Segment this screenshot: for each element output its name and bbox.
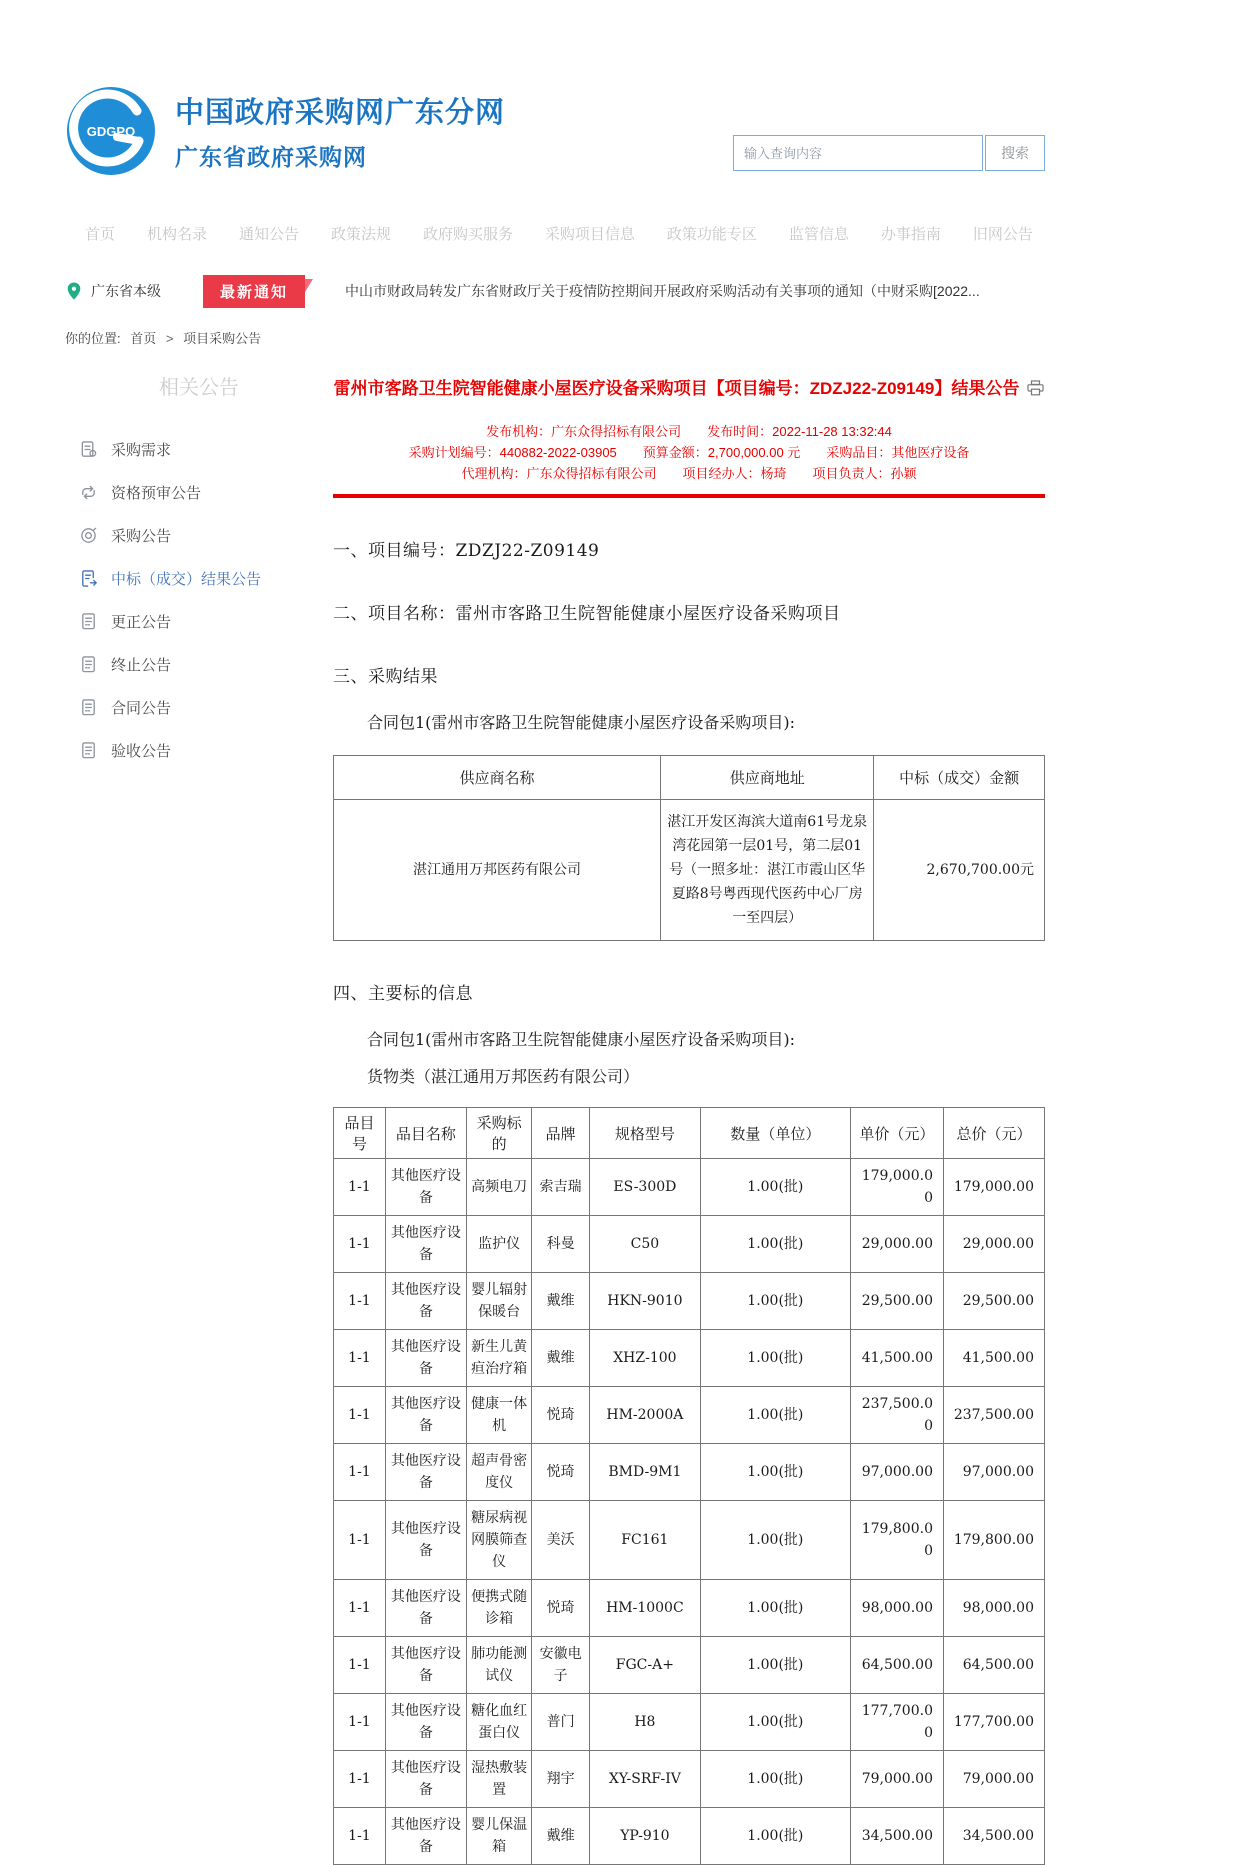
table-cell: 179,800.00: [943, 1501, 1044, 1580]
table-header-row: [334, 756, 1045, 800]
column-header: 品目号: [334, 1108, 386, 1159]
nav-item-9[interactable]: 办事指南: [880, 226, 941, 243]
site-header: [65, 85, 1045, 177]
table-cell: 肺功能测试仪: [466, 1637, 531, 1694]
nav-item-4[interactable]: 政策法规: [330, 226, 391, 243]
search-area: [733, 135, 1045, 171]
table-row: [334, 1273, 1045, 1330]
notice-link[interactable]: 中山市财政局转发广东省财政厅关于疫情防控期间开展政府采购活动有关事项的通知（中财采购[2022...: [345, 283, 980, 299]
table-cell: 高频电刀: [466, 1159, 531, 1216]
table-cell: 179,000.00: [850, 1159, 943, 1216]
table-cell: 其他医疗设备: [385, 1694, 466, 1751]
section-project-no: 一、项目编号：ZDZJ22-Z09149: [333, 541, 600, 561]
table-cell: 1.00(批): [700, 1387, 850, 1444]
table-cell: 64,500.00: [850, 1637, 943, 1694]
loop-arrows-icon: [79, 483, 98, 502]
table-cell: 41,500.00: [850, 1330, 943, 1387]
table-cell: 1-1: [334, 1159, 386, 1216]
supplier-table: [333, 755, 1045, 941]
table-cell: 1.00(批): [700, 1580, 850, 1637]
nav-item-10[interactable]: 旧网公告: [972, 226, 1033, 243]
table-cell: 1.00(批): [700, 1216, 850, 1273]
table-cell: 糖化血红蛋白仪: [466, 1694, 531, 1751]
table-cell: 安徽电子: [532, 1637, 590, 1694]
article-title: [333, 377, 1045, 403]
meta-line-3: [333, 463, 1045, 484]
table-cell: 健康一体机: [466, 1387, 531, 1444]
table-cell: 29,000.00: [850, 1216, 943, 1273]
meta-pair: 采购计划编号：440882-2022-03905: [408, 445, 617, 460]
table-row: [334, 1216, 1045, 1273]
table-cell: 34,500.00: [850, 1808, 943, 1865]
table-cell: FC161: [589, 1501, 700, 1580]
content: [65, 361, 1045, 1865]
breadcrumb-separator: >: [165, 331, 174, 346]
table-cell: 34,500.00: [943, 1808, 1044, 1865]
table-cell: 179,800.00: [850, 1501, 943, 1580]
table-cell: ES-300D: [589, 1159, 700, 1216]
region-label: 广东省本级: [91, 283, 161, 299]
table-row: [334, 1694, 1045, 1751]
table-cell: 其他医疗设备: [385, 1637, 466, 1694]
table-cell: 便携式随诊箱: [466, 1580, 531, 1637]
breadcrumb: [65, 328, 1045, 347]
column-header: 品目名称: [385, 1108, 466, 1159]
table-cell: 1.00(批): [700, 1751, 850, 1808]
table-cell: 湛江通用万邦医药有限公司: [334, 800, 661, 941]
nav-item-2[interactable]: 机构名录: [146, 226, 207, 243]
breadcrumb-current[interactable]: 项目采购公告: [183, 331, 262, 346]
meta-line-1: [333, 421, 1045, 442]
nav-item-8[interactable]: 监管信息: [788, 226, 849, 243]
table-cell: 湿热敷装置: [466, 1751, 531, 1808]
sidebar-item-label: 采购公告: [111, 528, 172, 545]
sidebar-item-7[interactable]: [65, 686, 333, 729]
article-title-text: 雷州市客路卫生院智能健康小屋医疗设备采购项目【项目编号：ZDZJ22-Z09149】结果公告: [333, 379, 1020, 398]
sidebar-item-4[interactable]: [65, 557, 333, 600]
table-cell: 其他医疗设备: [385, 1330, 466, 1387]
table-cell: 79,000.00: [943, 1751, 1044, 1808]
table-cell: 1-1: [334, 1216, 386, 1273]
table-cell: XY-SRF-IV: [589, 1751, 700, 1808]
table-cell: 科曼: [532, 1216, 590, 1273]
notice-bar: [65, 274, 1045, 308]
column-header: 采购标的: [466, 1108, 531, 1159]
table-cell: 29,500.00: [850, 1273, 943, 1330]
table-cell: 1-1: [334, 1637, 386, 1694]
page: [65, 0, 1045, 1865]
svg-text:GDGPO: GDGPO: [86, 124, 136, 139]
doc-lines-icon: [79, 655, 98, 674]
table-cell: FGC-A+: [589, 1637, 700, 1694]
meta-pair: 预算金额：2,700,000.00 元: [642, 445, 801, 460]
doc-arrow-icon: [79, 569, 98, 588]
nav-item-5[interactable]: 政府购买服务: [422, 226, 513, 243]
nav-item-1[interactable]: 首页: [85, 226, 116, 243]
site-subtitle: 广东省政府采购网: [175, 144, 367, 170]
table-row: [334, 1637, 1045, 1694]
table-cell: 其他医疗设备: [385, 1808, 466, 1865]
table-cell: HM-1000C: [589, 1580, 700, 1637]
contract-pack-line-1: 合同包1(雷州市客路卫生院智能健康小屋医疗设备采购项目):: [367, 713, 796, 732]
sidebar-item-label: 终止公告: [111, 657, 172, 674]
sidebar-item-5[interactable]: [65, 600, 333, 643]
table-cell: 其他医疗设备: [385, 1501, 466, 1580]
table-cell: 2,670,700.00元: [874, 800, 1045, 941]
red-divider: [333, 494, 1045, 498]
contract-pack-line-2: 合同包1(雷州市客路卫生院智能健康小屋医疗设备采购项目):: [367, 1030, 796, 1049]
column-header: 供应商名称: [334, 756, 661, 800]
meta-pair: 发布机构：广东众得招标有限公司: [486, 424, 682, 439]
table-row: [334, 1387, 1045, 1444]
sidebar-list: [65, 428, 333, 772]
column-header: 品牌: [532, 1108, 590, 1159]
doc-lines-icon: [79, 612, 98, 631]
table-cell: 1.00(批): [700, 1637, 850, 1694]
table-cell: 其他医疗设备: [385, 1580, 466, 1637]
table-cell: 戴维: [532, 1808, 590, 1865]
table-cell: 1.00(批): [700, 1159, 850, 1216]
sidebar-item-label: 合同公告: [111, 700, 172, 717]
table-cell: 戴维: [532, 1273, 590, 1330]
table-cell: 悦琦: [532, 1444, 590, 1501]
table-row: [334, 1159, 1045, 1216]
sidebar-item-1[interactable]: [65, 428, 333, 471]
table-cell: 1-1: [334, 1501, 386, 1580]
table-cell: 1-1: [334, 1580, 386, 1637]
column-header: 单价（元）: [850, 1108, 943, 1159]
table-cell: 新生儿黄疸治疗箱: [466, 1330, 531, 1387]
table-cell: 237,500.00: [943, 1387, 1044, 1444]
sidebar-item-label: 更正公告: [111, 614, 172, 631]
section-target-heading: 四、主要标的信息: [333, 984, 473, 1004]
table-cell: 美沃: [532, 1501, 590, 1580]
goods-class-line: 货物类（湛江通用万邦医药有限公司）: [367, 1067, 640, 1086]
table-cell: 超声骨密度仪: [466, 1444, 531, 1501]
table-cell: 湛江开发区海滨大道南61号龙泉湾花园第一层01号，第二层01号（一照多址：湛江市霞山区华夏路8号粤西现代医药中心厂房一至四层）: [661, 800, 874, 941]
table-cell: 悦琦: [532, 1387, 590, 1444]
gdgpo-logo-icon: [65, 85, 157, 177]
table-cell: 翔宇: [532, 1751, 590, 1808]
table-cell: 索吉瑞: [532, 1159, 590, 1216]
table-cell: 29,000.00: [943, 1216, 1044, 1273]
nav-item-6[interactable]: 采购项目信息: [544, 226, 635, 243]
table-cell: 其他医疗设备: [385, 1216, 466, 1273]
table-cell: 177,700.00: [943, 1694, 1044, 1751]
table-cell: 1-1: [334, 1751, 386, 1808]
target-icon: [79, 526, 98, 545]
table-cell: 97,000.00: [850, 1444, 943, 1501]
table-cell: 1.00(批): [700, 1273, 850, 1330]
table-cell: 婴儿辐射保暖台: [466, 1273, 531, 1330]
table-cell: 其他医疗设备: [385, 1444, 466, 1501]
sidebar-item-8[interactable]: [65, 729, 333, 772]
sidebar-item-3[interactable]: [65, 514, 333, 557]
table-cell: 64,500.00: [943, 1637, 1044, 1694]
site-titles: [175, 90, 505, 172]
sidebar-item-2[interactable]: [65, 471, 333, 514]
section-result-heading: 三、采购结果: [333, 667, 438, 687]
location-pin-icon: [65, 281, 83, 301]
table-cell: 179,000.00: [943, 1159, 1044, 1216]
table-cell: 177,700.00: [850, 1694, 943, 1751]
table-cell: 1-1: [334, 1330, 386, 1387]
table-cell: 糖尿病视网膜筛查仪: [466, 1501, 531, 1580]
table-cell: C50: [589, 1216, 700, 1273]
table-cell: 其他医疗设备: [385, 1273, 466, 1330]
doc-badge-icon: [79, 440, 98, 459]
table-cell: H8: [589, 1694, 700, 1751]
table-cell: HKN-9010: [589, 1273, 700, 1330]
sidebar-title: 相关公告: [159, 377, 239, 399]
site-title: 中国政府采购网广东分网: [175, 97, 506, 129]
table-cell: 其他医疗设备: [385, 1751, 466, 1808]
table-cell: 237,500.00: [850, 1387, 943, 1444]
table-cell: 1.00(批): [700, 1694, 850, 1751]
nav-item-7[interactable]: 政策功能专区: [666, 226, 757, 243]
table-cell: 1-1: [334, 1387, 386, 1444]
main-article: [333, 361, 1045, 1865]
table-cell: 戴维: [532, 1330, 590, 1387]
sidebar-item-label: 采购需求: [111, 442, 172, 459]
table-cell: 41,500.00: [943, 1330, 1044, 1387]
table-cell: 1-1: [334, 1444, 386, 1501]
search-input[interactable]: [733, 135, 983, 171]
search-button[interactable]: 搜索: [985, 135, 1045, 171]
section-project-name: 二、项目名称：雷州市客路卫生院智能健康小屋医疗设备采购项目: [333, 604, 841, 624]
table-row: [334, 1501, 1045, 1580]
table-cell: 98,000.00: [850, 1580, 943, 1637]
breadcrumb-label: 你的位置:: [65, 331, 121, 346]
table-cell: 普门: [532, 1694, 590, 1751]
column-header: 总价（元）: [943, 1108, 1044, 1159]
table-cell: 29,500.00: [943, 1273, 1044, 1330]
table-cell: 97,000.00: [943, 1444, 1044, 1501]
print-icon[interactable]: [1027, 379, 1044, 403]
table-cell: 其他医疗设备: [385, 1159, 466, 1216]
table-cell: 1.00(批): [700, 1444, 850, 1501]
table-cell: 1-1: [334, 1694, 386, 1751]
table-cell: 悦琦: [532, 1580, 590, 1637]
meta-pair: 采购品目：其他医疗设备: [826, 445, 970, 460]
column-header: 中标（成交）金额: [874, 756, 1045, 800]
table-cell: 1.00(批): [700, 1501, 850, 1580]
table-row: [334, 1580, 1045, 1637]
sidebar: [65, 361, 333, 1865]
sidebar-item-6[interactable]: [65, 643, 333, 686]
article-meta: [333, 421, 1045, 484]
doc-lines-icon: [79, 698, 98, 717]
table-cell: 其他医疗设备: [385, 1387, 466, 1444]
table-cell: 监护仪: [466, 1216, 531, 1273]
table-row: [334, 800, 1045, 941]
table-row: [334, 1330, 1045, 1387]
sidebar-item-label: 验收公告: [111, 743, 172, 760]
column-header: 数量（单位）: [700, 1108, 850, 1159]
latest-notice-badge: 最新通知: [203, 275, 305, 308]
main-nav: [65, 223, 1045, 244]
table-cell: HM-2000A: [589, 1387, 700, 1444]
table-row: [334, 1808, 1045, 1865]
table-cell: XHZ-100: [589, 1330, 700, 1387]
site-logo[interactable]: [65, 85, 157, 177]
table-row: [334, 1751, 1045, 1808]
table-cell: 1-1: [334, 1808, 386, 1865]
meta-pair: 代理机构：广东众得招标有限公司: [461, 466, 657, 481]
meta-line-2: [333, 442, 1045, 463]
column-header: 供应商地址: [661, 756, 874, 800]
table-header-row: [334, 1108, 1045, 1159]
table-cell: BMD-9M1: [589, 1444, 700, 1501]
table-cell: 婴儿保温箱: [466, 1808, 531, 1865]
table-cell: 1.00(批): [700, 1330, 850, 1387]
goods-table: [333, 1107, 1045, 1865]
table-cell: 1-1: [334, 1273, 386, 1330]
table-row: [334, 1444, 1045, 1501]
breadcrumb-home[interactable]: 首页: [130, 331, 157, 346]
meta-pair: 项目负责人：孙颖: [812, 466, 917, 481]
table-cell: 79,000.00: [850, 1751, 943, 1808]
doc-lines-icon: [79, 741, 98, 760]
table-cell: YP-910: [589, 1808, 700, 1865]
sidebar-item-label: 中标（成交）结果公告: [111, 571, 262, 588]
table-cell: 98,000.00: [943, 1580, 1044, 1637]
table-cell: 1.00(批): [700, 1808, 850, 1865]
column-header: 规格型号: [589, 1108, 700, 1159]
meta-pair: 项目经办人：杨琦: [682, 466, 787, 481]
sidebar-item-label: 资格预审公告: [111, 485, 202, 502]
meta-pair: 发布时间：2022-11-28 13:32:44: [707, 424, 892, 439]
nav-item-3[interactable]: 通知公告: [238, 226, 299, 243]
